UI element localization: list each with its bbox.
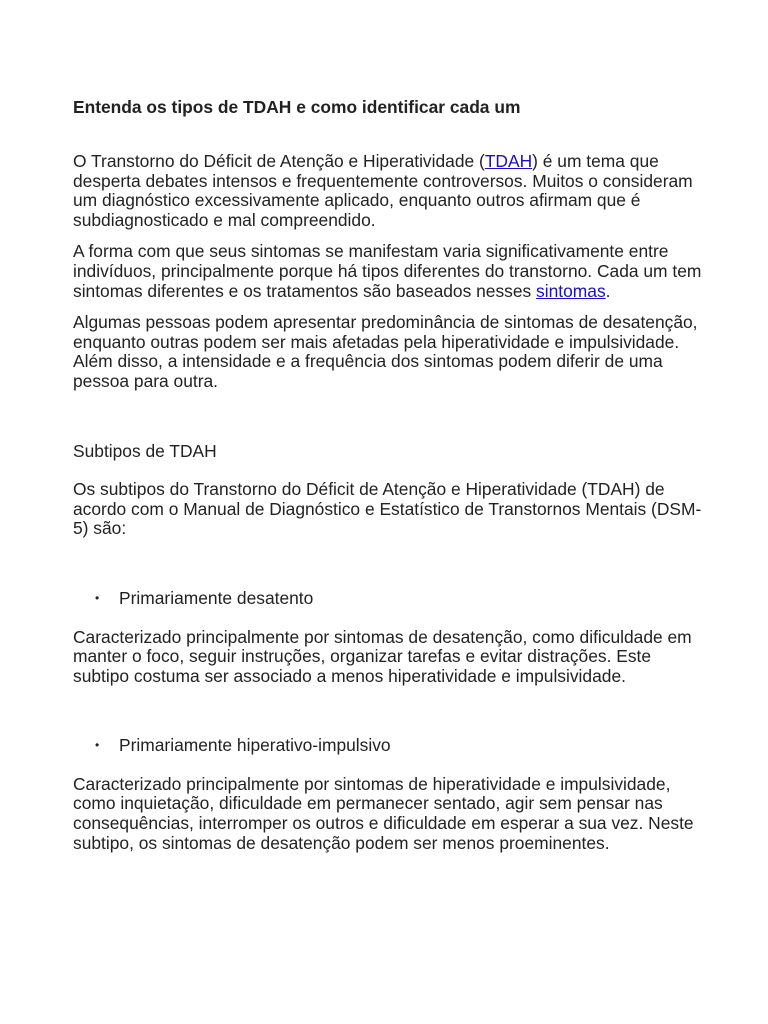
list-item <box>73 589 709 609</box>
bullet-icon: • <box>95 738 100 753</box>
subtype-name: Primariamente hiperativo-impulsivo <box>119 735 391 756</box>
symptoms-text-before: A forma com que seus sintomas se manifestam varia significativamente entre indivíduos, principalmente porque há tipos diferentes do transtorno. Cada um tem sintomas diferentes e os tratamentos são baseados nesses <box>73 241 702 301</box>
bullet-icon: • <box>95 590 100 605</box>
intro-text-before: O Transtorno do Déficit de Atenção e Hiperatividade ( <box>73 151 485 171</box>
article-title: Entenda os tipos de TDAH e como identificar cada um <box>73 97 521 117</box>
list-item <box>73 736 709 756</box>
subtype-list-2 <box>73 736 709 756</box>
variation-paragraph: Algumas pessoas podem apresentar predominância de sintomas de desatenção, enquanto outras podem ser mais afetadas pela hiperatividade e impulsividade. Além disso, a intensidade e a frequência dos sintomas podem diferir de uma pessoa para outra. <box>73 312 698 391</box>
subtype-list-1 <box>73 589 709 609</box>
subtype-description: Caracterizado principalmente por sintomas de hiperatividade e impulsividade, como inquietação, dificuldade em permanecer sentado, agir sem pensar nas consequências, interromper os outros e dificuldade em esperar a sua vez. Neste subtipo, os sintomas de desatenção podem ser menos proeminentes. <box>73 773 694 853</box>
subtype-name: Primariamente desatento <box>119 587 314 608</box>
intro-paragraph <box>73 152 709 230</box>
subtypes-intro-paragraph: Os subtipos do Transtorno do Déficit de Atenção e Hiperatividade (TDAH) de acordo com o Manual de Diagnóstico e Estatístico de Transtornos Mentais (DSM-5) são: <box>73 479 702 539</box>
symptoms-text-after: . <box>605 280 611 301</box>
section-subtitle: Subtipos de TDAH <box>73 440 217 461</box>
symptoms-paragraph <box>73 242 709 301</box>
intro-text-after: ) é um tema que desperta debates intensos e frequentemente controversos. Muitos o consideram um diagnóstico excessivamente aplicado, enquanto outros afirmam que é subdiagnosticado e mal compreendido. <box>73 151 693 230</box>
subtype-description: Caracterizado principalmente por sintomas de desatenção, como dificuldade em manter o foco, seguir instruções, organizar tarefas e evitar distrações. Este subtipo costuma ser associado a menos hiperatividade e impulsividade. <box>73 626 692 686</box>
tdah-link[interactable]: TDAH <box>484 151 533 171</box>
article-body <box>73 96 709 853</box>
sintomas-link[interactable]: sintomas <box>536 280 606 301</box>
